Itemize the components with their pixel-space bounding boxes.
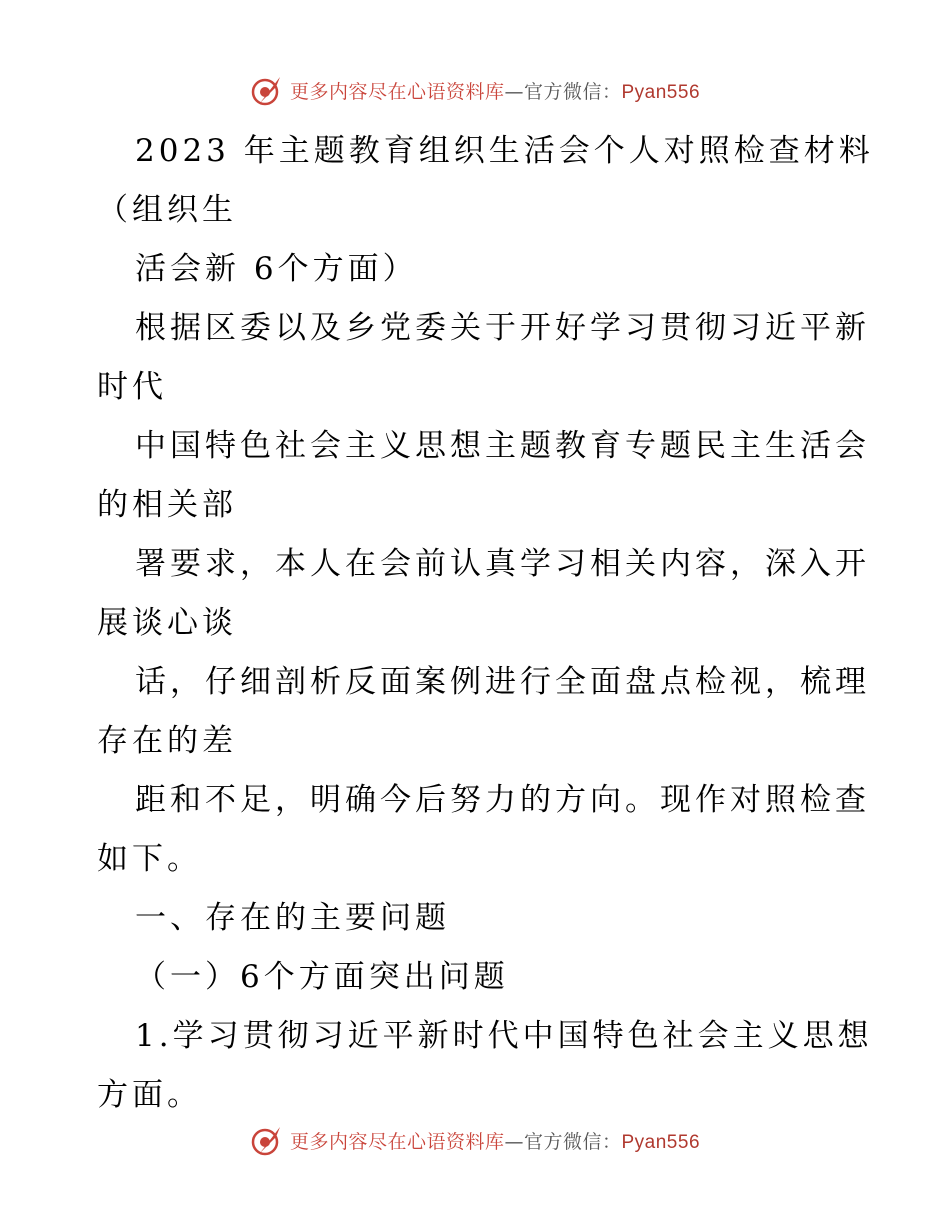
doc-line: 活会新 6个方面） <box>135 251 418 287</box>
section-heading: 一、存在的主要问题 <box>135 900 450 936</box>
doc-line: 方面。 <box>97 1077 202 1113</box>
watermark-text <box>290 77 700 104</box>
doc-line: 时代 <box>97 369 167 405</box>
doc-line: 署要求，本人在会前认真学习相关内容，深入开 <box>135 546 870 582</box>
quill-logo-icon <box>250 1123 284 1157</box>
doc-line: 存在的差 <box>97 723 237 759</box>
watermark-wechat-label: 官方微信： <box>523 1130 622 1153</box>
doc-line: 展谈心谈 <box>97 605 237 641</box>
header-watermark <box>0 68 950 112</box>
watermark-main: 更多内容尽在心语资料库 <box>289 1130 505 1153</box>
doc-line: 如下。 <box>97 841 202 877</box>
subsection-heading: （一）6个方面突出问题 <box>135 959 509 995</box>
watermark-wechat-id: Pyan556 <box>621 81 701 103</box>
doc-line: （组织生 <box>97 192 237 228</box>
doc-line: 话，仔细剖析反面案例进行全面盘点检视，梳理 <box>135 664 870 700</box>
doc-line: 中国特色社会主义思想主题教育专题民主生活会 <box>135 428 870 464</box>
watermark-wechat-label: 官方微信： <box>523 80 622 103</box>
watermark-text <box>290 1127 700 1154</box>
watermark-separator: — <box>504 80 524 103</box>
watermark-main: 更多内容尽在心语资料库 <box>289 80 505 103</box>
doc-line: 1.学习贯彻习近平新时代中国特色社会主义思想 <box>135 1018 873 1054</box>
doc-line: 距和不足，明确今后努力的方向。现作对照检查 <box>135 782 870 818</box>
watermark-separator: — <box>504 1130 524 1153</box>
watermark-wechat-id: Pyan556 <box>621 1131 701 1153</box>
footer-watermark <box>0 1118 950 1162</box>
quill-logo-icon <box>250 73 284 107</box>
document-body <box>97 122 874 1125</box>
doc-line: 的相关部 <box>97 487 237 523</box>
doc-line: 根据区委以及乡党委关于开好学习贯彻习近平新 <box>135 310 870 346</box>
doc-line: 2023 年主题教育组织生活会个人对照检查材料 <box>135 133 874 169</box>
